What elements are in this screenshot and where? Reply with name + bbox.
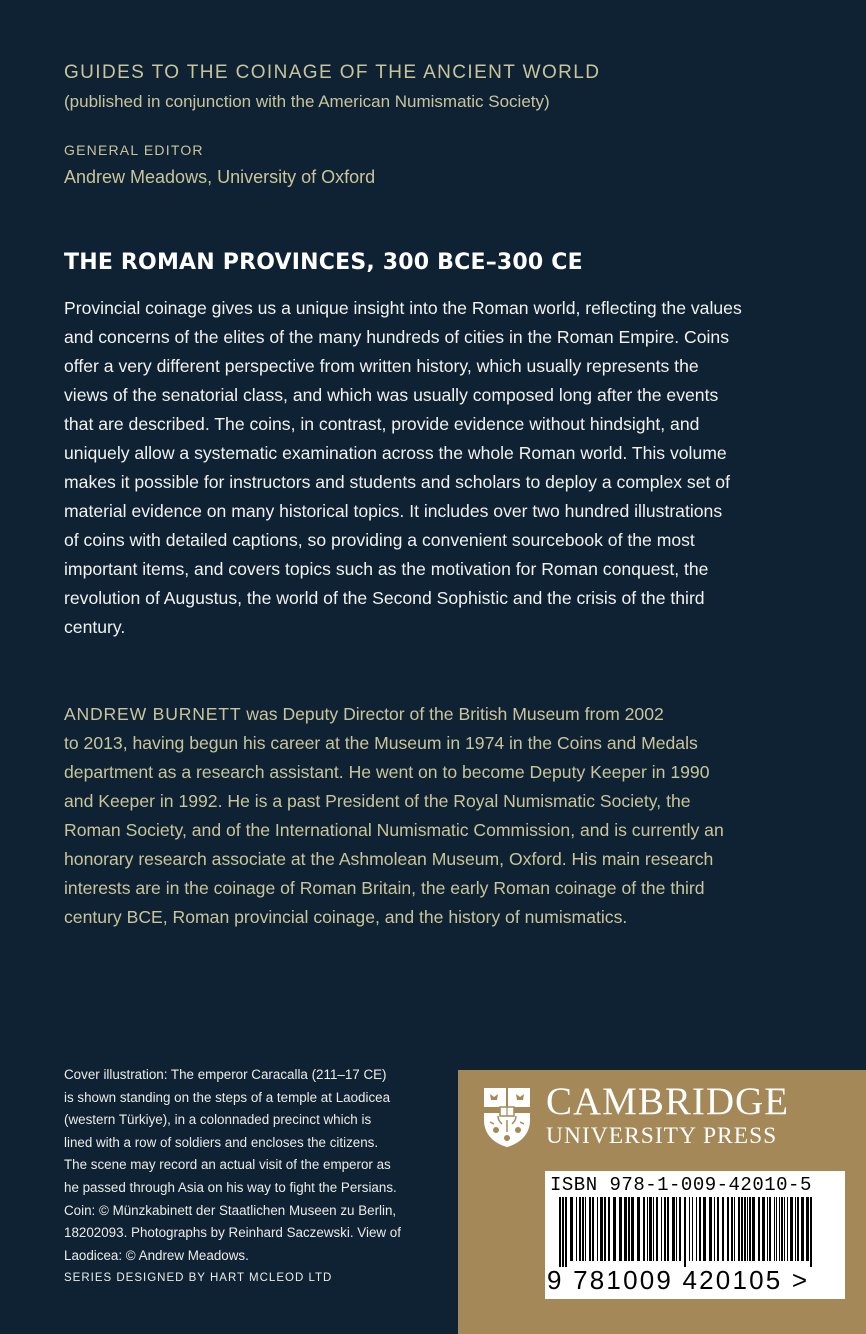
barcode-bar (565, 1197, 567, 1267)
barcode-bar (597, 1197, 598, 1261)
barcode-bar (703, 1197, 706, 1261)
barcode-bar (762, 1197, 765, 1261)
series-subtitle: (published in conjunction with the American Numismatic Society) (64, 92, 550, 111)
barcode-bar (738, 1197, 740, 1261)
barcode-bar (784, 1197, 785, 1261)
barcode-bar (585, 1197, 586, 1261)
barcode-bar (592, 1197, 594, 1261)
cover-credit-line: Laodicea: © Andrew Meadows. (64, 1247, 249, 1263)
barcode-bar (747, 1197, 748, 1261)
barcode-bar (656, 1197, 658, 1261)
barcode-bar (795, 1197, 796, 1261)
editor-name: Andrew Meadows, University of Oxford (64, 167, 376, 187)
blurb-line: Provincial coinage gives us a unique insight into the Roman world, reflecting the values (64, 298, 742, 318)
barcode-bar (647, 1197, 648, 1261)
book-title: THE ROMAN PROVINCES, 300 BCE–300 CE (64, 250, 583, 275)
barcode-bar (776, 1197, 777, 1261)
publisher-panel (458, 1070, 866, 1334)
barcode-bar (600, 1197, 603, 1261)
blurb-line: of coins with detailed captions, so providing a convenient sourcebook of the most (64, 530, 695, 550)
author-bio-first-line-rest: was Deputy Director of the British Museum from 2002 (241, 704, 664, 724)
barcode-bar (643, 1197, 645, 1261)
blurb-line: views of the senatorial class, and which was usually composed long after the events (64, 385, 719, 405)
barcode-bar (637, 1197, 640, 1261)
barcode-bar (619, 1197, 622, 1261)
blurb-line: material evidence on many historical topics. It includes over two hundred illustrations (64, 501, 723, 521)
author-bio-line: Roman Society, and of the International Numismatic Commission, and is currently an (64, 820, 724, 840)
cover-credit-line: (western Türkiye), in a colonnaded precinct which is (64, 1112, 372, 1128)
isbn-label: ISBN 978-1-009-42010-5 (550, 1174, 812, 1196)
barcode-bar (779, 1197, 780, 1261)
editor-label: GENERAL EDITOR (64, 142, 204, 158)
barcode-bar (714, 1197, 715, 1261)
barcode-bar (781, 1197, 783, 1261)
cover-credit-line: Cover illustration: The emperor Caracalla (211–17 CE) (64, 1067, 387, 1082)
barcode-bar (758, 1197, 760, 1261)
barcode-bar (661, 1197, 662, 1261)
barcode-bar (752, 1197, 755, 1261)
barcode-box (545, 1171, 845, 1299)
barcode-bar (608, 1197, 610, 1261)
blurb-line: revolution of Augustus, the world of the Second Sophistic and the crisis of the third (64, 588, 705, 608)
cover-credit-line: lined with a row of soldiers and encloses the citizens. (64, 1134, 379, 1150)
barcode-bar (696, 1197, 697, 1261)
series-design-credit: SERIES DESIGNED BY HART MCLEOD LTD (64, 1272, 333, 1284)
barcode-bar (631, 1197, 634, 1261)
series-title: GUIDES TO THE COINAGE OF THE ANCIENT WORLD (64, 62, 601, 83)
barcode-bar (576, 1197, 577, 1261)
barcode-bar (676, 1197, 677, 1261)
barcode-bar (797, 1197, 799, 1261)
barcode-bar (562, 1197, 564, 1267)
barcode-bar (744, 1197, 746, 1261)
blurb-line: and concerns of the elites of the many hundreds of cities in the Roman Empire. Coins (64, 327, 730, 347)
barcode-bar (734, 1197, 735, 1261)
blurb-line: offer a very different perspective from written history, which usually represents the (64, 356, 699, 376)
barcode-bar (722, 1197, 724, 1261)
blurb-line: that are described. The coins, in contrast, provide evidence without hindsight, and (64, 414, 700, 434)
cover-credit-line: Coin: © Münzkabinett der Staatlichen Museen zu Berlin, (64, 1202, 397, 1218)
publisher-subname: UNIVERSITY PRESS (546, 1123, 778, 1149)
barcode-bars (545, 1197, 845, 1267)
barcode-bar (589, 1197, 591, 1261)
barcode-bar (672, 1197, 675, 1261)
cover-credit (64, 1064, 444, 1267)
author-bio-line: interests are in the coinage of Roman Britain, the early Roman coinage of the third (64, 878, 705, 898)
barcode-bar (801, 1197, 804, 1261)
author-bio-line: to 2013, having begun his career at the Museum in 1974 in the Coins and Medals (64, 733, 698, 753)
barcode-bar (613, 1197, 616, 1261)
blurb-line: makes it possible for instructors and students and scholars to deploy a complex set of (64, 472, 730, 492)
cover-credit-line: 18202093. Photographs by Reinhard Saczewski. View of (64, 1225, 401, 1241)
barcode-bar (559, 1197, 561, 1267)
barcode-bar (709, 1197, 712, 1261)
author-bio-line: and Keeper in 1992. He is a past President of the Royal Numismatic Society, the (64, 791, 691, 811)
author-bio-line: honorary research associate at the Ashmolean Museum, Oxford. His main research (64, 849, 714, 869)
barcode-bar (579, 1197, 581, 1261)
blurb-line: century. (64, 617, 126, 637)
author-bio-first-line (64, 700, 804, 729)
book-blurb (64, 294, 804, 642)
barcode-bar (628, 1197, 630, 1261)
blurb-line: uniquely allow a systematic examination across the whole Roman world. This volume (64, 443, 727, 463)
barcode-bar (767, 1197, 768, 1261)
barcode-bar (624, 1197, 627, 1261)
author-bio-line: century BCE, Roman provincial coinage, and the history of numismatics. (64, 907, 628, 927)
barcode-bar (667, 1197, 669, 1261)
barcode-bar (692, 1197, 693, 1261)
author-name: ANDREW BURNETT (64, 704, 242, 724)
cover-credit-line: The scene may record an actual visit of the emperor as (64, 1157, 391, 1173)
cover-credit-line: is shown standing on the steps of a temple at Laodicea (64, 1089, 391, 1105)
barcode-bar (604, 1197, 606, 1261)
blurb-line: important items, and covers topics such as the motivation for Roman conquest, the (64, 559, 709, 579)
barcode-bar (774, 1197, 775, 1261)
barcode-digits: 9 781009 420105 > (547, 1265, 810, 1295)
barcode-bar (649, 1197, 652, 1261)
barcode-bar (684, 1197, 686, 1267)
barcode-bar (787, 1197, 788, 1261)
barcode-bar (810, 1197, 812, 1267)
barcode-bar (664, 1197, 666, 1261)
barcode-bar (790, 1197, 793, 1261)
barcode-bar (727, 1197, 729, 1261)
barcode-bar (570, 1197, 573, 1261)
barcode-bar (717, 1197, 719, 1261)
author-bio (64, 700, 804, 932)
barcode-bar (731, 1197, 733, 1261)
author-bio-lines (64, 729, 804, 932)
cover-credit-line: he passed through Asia on his way to fight the Persians. (64, 1179, 397, 1195)
barcode-bar (806, 1197, 809, 1261)
cambridge-crest-icon (482, 1086, 532, 1148)
barcode-bar (749, 1197, 751, 1261)
barcode-bar (679, 1197, 681, 1261)
barcode-bar (741, 1197, 743, 1261)
barcode-bar (689, 1197, 690, 1261)
barcode-bar (699, 1197, 701, 1261)
author-bio-line: department as a research assistant. He went on to become Deputy Keeper in 1990 (64, 762, 710, 782)
publisher-name: CAMBRIDGE (546, 1080, 790, 1123)
barcode-bar (653, 1197, 654, 1261)
barcode-bar (582, 1197, 584, 1261)
barcode-bar (769, 1197, 771, 1261)
